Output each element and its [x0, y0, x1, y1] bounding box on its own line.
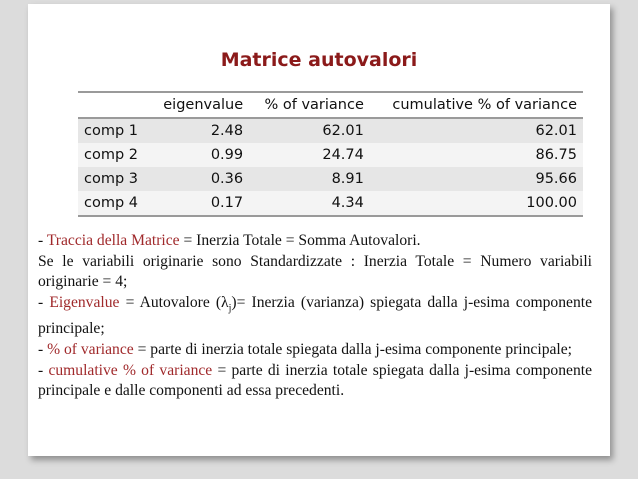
- term-trace: Traccia della Matrice: [46, 232, 180, 249]
- table-cell: 0.99: [210, 147, 244, 163]
- table-cell: 8.91: [331, 171, 364, 187]
- bullet-dash: -: [38, 341, 48, 359]
- paragraph-text: )= Inerzia (varianza) spiegata dalla j-esima componente principale;: [38, 293, 592, 338]
- table-row: [78, 167, 583, 191]
- term-percent-variance: % of variance: [47, 341, 134, 359]
- table-cell: comp 3: [84, 171, 139, 187]
- table-header-corner: [78, 92, 150, 118]
- bullet-dash: -: [38, 232, 47, 249]
- table-cell: 86.75: [535, 147, 577, 163]
- table-cell: 0.36: [210, 171, 244, 187]
- paragraph-text: = Inerzia Totale = Somma Autovalori.: [179, 232, 421, 249]
- table-cell: 2.48: [210, 123, 244, 139]
- explanation-text: [38, 231, 592, 402]
- paragraph-text: = Autovalore (λ: [119, 293, 229, 311]
- table-cell: 24.74: [322, 147, 364, 163]
- table-row: [78, 118, 583, 143]
- table-cell: 100.00: [526, 195, 577, 211]
- table-cell: 0.17: [210, 195, 244, 211]
- bullet-dash: -: [38, 361, 49, 379]
- paragraph-standardized: Se le variabili originarie sono Standardizzate : Inerzia Totale = Numero variabili originarie = 4;: [38, 252, 592, 291]
- table-cell: 62.01: [322, 123, 364, 139]
- table-cell: 62.01: [535, 123, 577, 139]
- table-row: [78, 143, 583, 167]
- term-cumulative-variance: cumulative % of variance: [48, 361, 213, 379]
- paragraph-eigenvalue: [38, 293, 592, 340]
- term-eigenvalue: Eigenvalue: [49, 293, 120, 311]
- paragraph-text: = parte di inerzia totale spiegata dalla j-esima componente principale;: [133, 341, 572, 359]
- table-row: [78, 191, 583, 216]
- slide: [28, 4, 610, 456]
- bullet-dash: -: [38, 293, 50, 311]
- table-header-eigenvalue: eigenvalue: [163, 97, 244, 113]
- table-header-percent-variance: % of variance: [264, 97, 364, 113]
- table-cell: comp 4: [84, 195, 139, 211]
- table-header-cumulative-variance: cumulative % of variance: [392, 97, 577, 113]
- eigenvalue-table: [78, 91, 583, 217]
- slide-title: Matrice autovalori: [220, 49, 418, 71]
- paragraph-text: = parte di inerzia totale spiegata dalla j-esima componente principale e dalle componenti ad essa precedenti.: [38, 361, 593, 400]
- paragraph-trace: [38, 231, 592, 252]
- table-cell: 95.66: [535, 171, 577, 187]
- table-cell: 4.34: [331, 195, 364, 211]
- table-cell: comp 1: [84, 123, 139, 139]
- paragraph-percent-variance: [38, 340, 592, 361]
- lambda-subscript: j: [228, 302, 232, 314]
- table-cell: comp 2: [84, 147, 139, 163]
- paragraph-cumulative-variance: [38, 361, 592, 402]
- table-header-row: [78, 92, 583, 118]
